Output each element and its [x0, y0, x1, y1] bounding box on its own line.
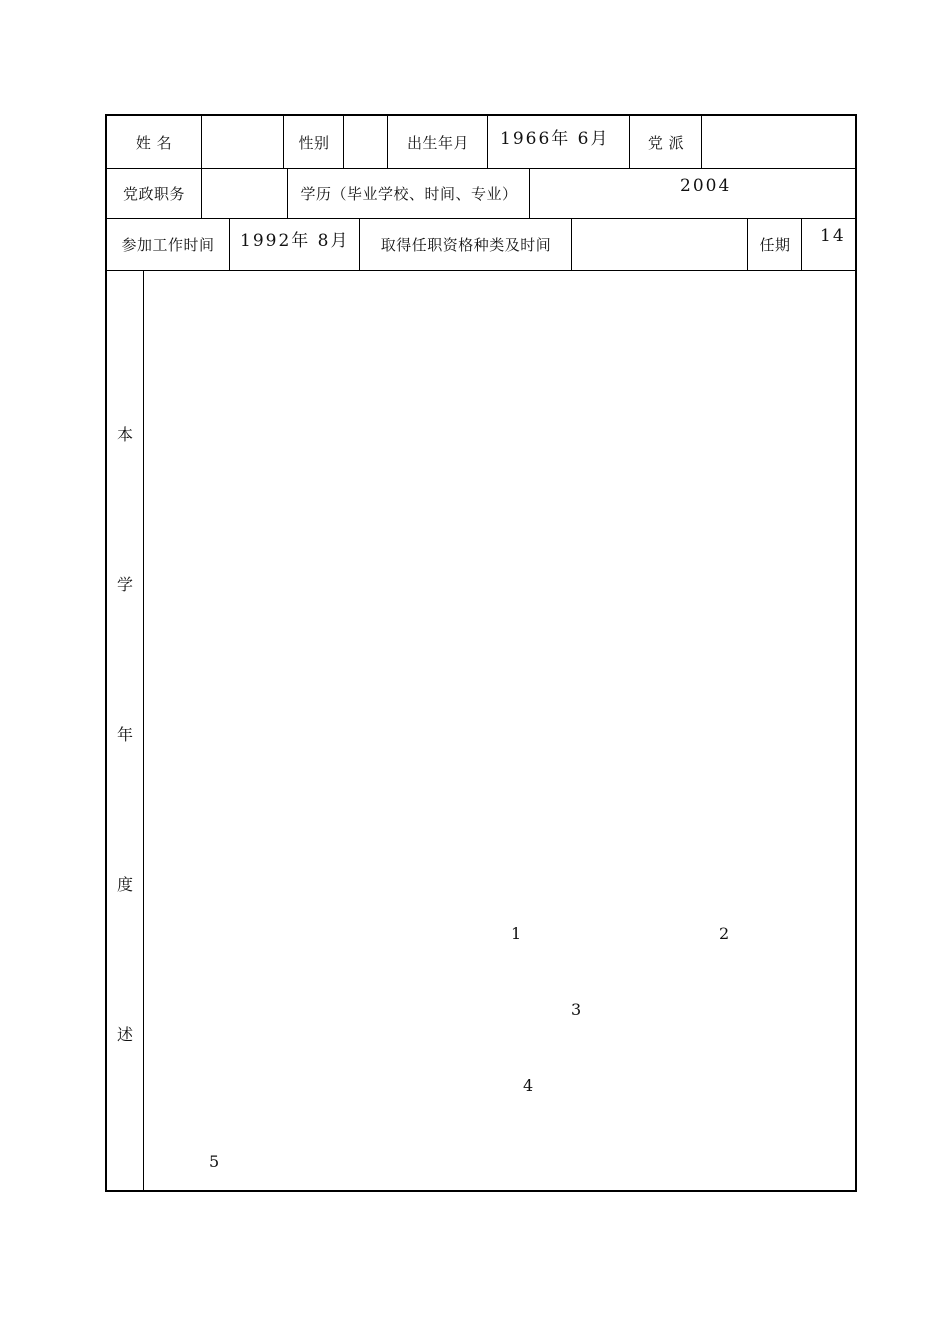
side-char-1: 本: [116, 425, 133, 444]
party-label: 党 派: [629, 116, 702, 168]
row-basic-info: [107, 116, 855, 169]
section-side-label: [107, 270, 144, 1190]
side-char-3: 年: [116, 725, 133, 744]
appraisal-form: [105, 114, 857, 1192]
name-value: [201, 116, 283, 168]
gender-label: 性别: [283, 116, 344, 168]
segment-3: 3: [571, 1000, 585, 1019]
education-year: 2004: [680, 176, 732, 196]
work-start-value: 1992年 8月: [229, 218, 359, 270]
annual-report-section: [107, 270, 855, 1190]
row-work-qualification: [107, 218, 855, 271]
qualification-label: 取得任职资格种类及时间: [359, 218, 572, 270]
side-char-4: 度: [116, 875, 133, 894]
work-start-label: 参加工作时间: [121, 235, 215, 254]
birth-value: 1966年 6月: [487, 116, 629, 168]
segment-5: 5: [209, 1152, 223, 1171]
position-label: 党政职务: [122, 184, 185, 203]
side-char-2: 学: [116, 575, 133, 594]
report-body: [143, 270, 855, 1190]
qualification-value: [571, 218, 747, 270]
side-char-5: 述: [116, 1025, 133, 1044]
term-value: 14: [801, 218, 855, 270]
gender-value: [343, 116, 387, 168]
education-value: [529, 168, 855, 218]
term-label: 任期: [747, 218, 802, 270]
position-value: [201, 168, 288, 218]
row-position-education: [107, 168, 855, 219]
name-label: 姓 名: [135, 133, 173, 152]
education-label: 学历（毕业学校、时间、专业）: [287, 168, 530, 218]
party-value: [701, 116, 855, 168]
birth-label: 出生年月: [387, 116, 488, 168]
segment-4: 4: [523, 1076, 537, 1095]
segment-1: 1: [511, 924, 525, 943]
segment-2: 2: [719, 924, 733, 943]
